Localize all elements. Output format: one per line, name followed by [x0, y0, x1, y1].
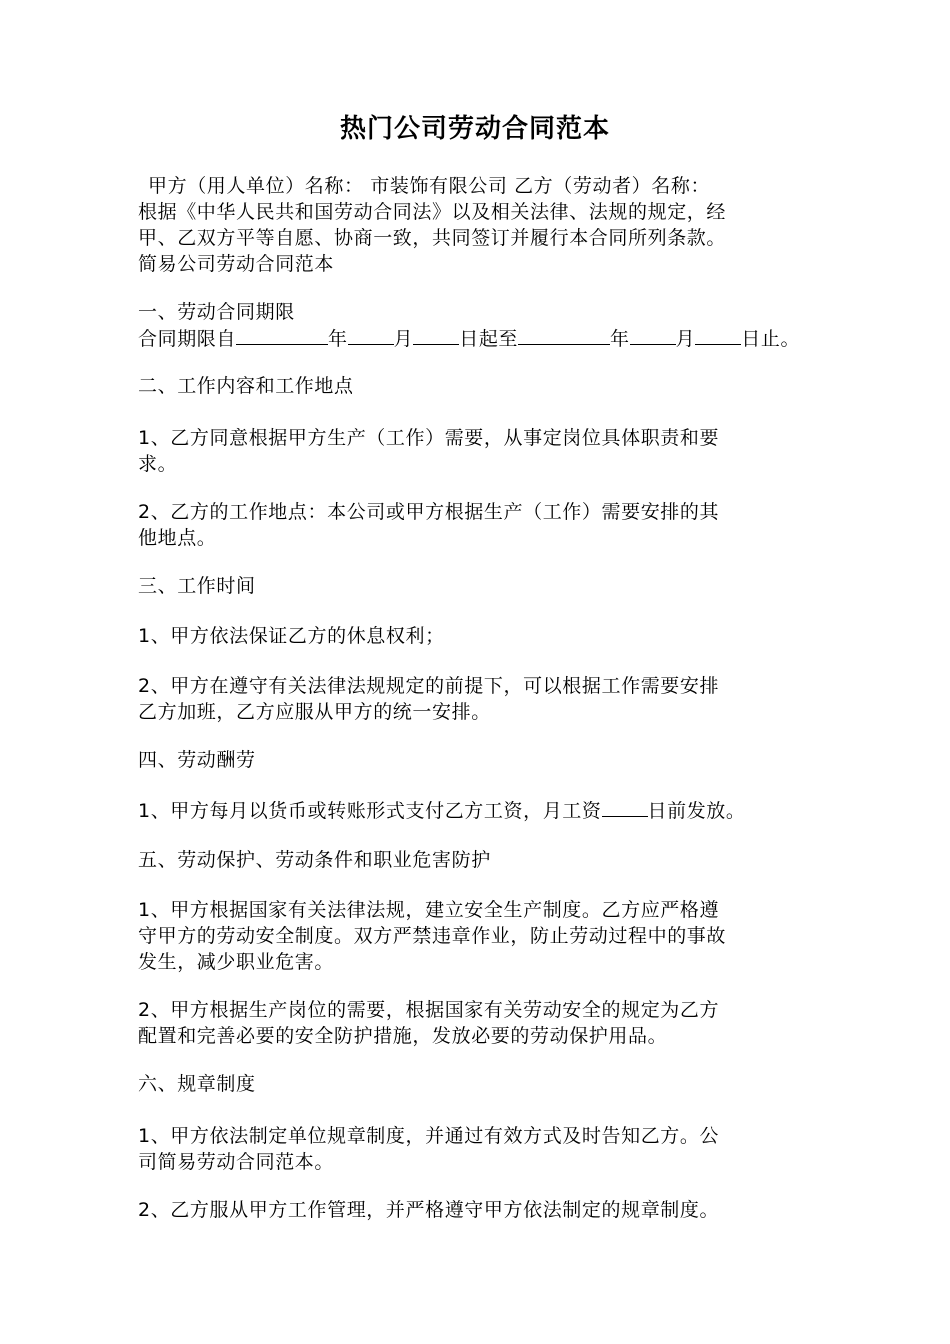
period-day-1: 日起至 [459, 328, 519, 350]
basis-line-1: 根据《中华人民共和国劳动合同法》以及相关法律、法规的规定，经 [138, 201, 727, 223]
section-3-heading: 三、工作时间 [138, 575, 256, 597]
end-year-blank [518, 326, 610, 345]
section-3-item-1: 1、甲方依法保证乙方的休息权利； [138, 625, 445, 647]
section-5-item-1-line-1: 1、甲方根据国家有关法律法规，建立安全生产制度。乙方应严格遵 [138, 899, 720, 921]
period-month-1: 月 [393, 328, 414, 350]
section-6-item-1-line-2: 司简易劳动合同范本。 [138, 1151, 335, 1173]
intro-note: 简易公司劳动合同范本 [138, 253, 335, 275]
section-5-heading: 五、劳动保护、劳动条件和职业危害防护 [138, 849, 491, 871]
salary-line [138, 798, 746, 823]
section-2-item-1-line-2: 求。 [138, 453, 178, 475]
basis-line-2: 甲、乙双方平等自愿、协商一致，共同签订并履行本合同所列条款。 [138, 227, 727, 249]
pay-day-blank [602, 798, 648, 817]
period-month-2: 月 [675, 328, 696, 350]
period-day-2: 日止。 [741, 328, 801, 350]
start-month-blank [348, 326, 394, 345]
section-3-item-2-line-1: 2、甲方在遵守有关法律法规规定的前提下，可以根据工作需要安排 [138, 675, 720, 697]
section-5-item-2-line-1: 2、甲方根据生产岗位的需要，根据国家有关劳动安全的规定为乙方 [138, 999, 720, 1021]
end-month-blank [630, 326, 676, 345]
section-4-heading: 四、劳动酬劳 [138, 749, 256, 771]
parties-line: 甲方（用人单位）名称： 市装饰有限公司 乙方（劳动者）名称： [148, 175, 711, 197]
document-title: 热门公司劳动合同范本 [339, 114, 610, 144]
section-2-item-2-line-2: 他地点。 [138, 527, 217, 549]
section-6-item-1-line-1: 1、甲方依法制定单位规章制度，并通过有效方式及时告知乙方。公 [138, 1125, 720, 1147]
section-2-item-1-line-1: 1、乙方同意根据甲方生产（工作）需要，从事定岗位具体职责和要 [138, 427, 720, 449]
section-3-item-2-line-2: 乙方加班，乙方应服从甲方的统一安排。 [138, 701, 491, 723]
start-year-blank [236, 326, 328, 345]
end-day-blank [695, 326, 741, 345]
period-year-1: 年 [328, 328, 348, 350]
period-prefix: 合同期限自 [138, 328, 237, 350]
section-2-heading: 二、工作内容和工作地点 [138, 375, 354, 397]
period-year-2: 年 [610, 328, 630, 350]
section-5-item-1-line-3: 发生，减少职业危害。 [138, 951, 335, 973]
section-5-item-2-line-2: 配置和完善必要的安全防护措施，发放必要的劳动保护用品。 [138, 1025, 668, 1047]
section-6-item-2: 2、乙方服从甲方工作管理，并严格遵守甲方依法制定的规章制度。 [138, 1199, 720, 1221]
contract-period-line [138, 326, 800, 351]
section-1-heading: 一、劳动合同期限 [138, 301, 295, 323]
start-day-blank [413, 326, 459, 345]
salary-prefix: 1、甲方每月以货币或转账形式支付乙方工资，月工资 [138, 800, 602, 822]
section-6-heading: 六、规章制度 [138, 1073, 256, 1095]
salary-suffix: 日前发放。 [647, 800, 746, 822]
section-2-item-2-line-1: 2、乙方的工作地点：本公司或甲方根据生产（工作）需要安排的其 [138, 501, 720, 523]
section-5-item-1-line-2: 守甲方的劳动安全制度。双方严禁违章作业，防止劳动过程中的事故 [138, 925, 727, 947]
